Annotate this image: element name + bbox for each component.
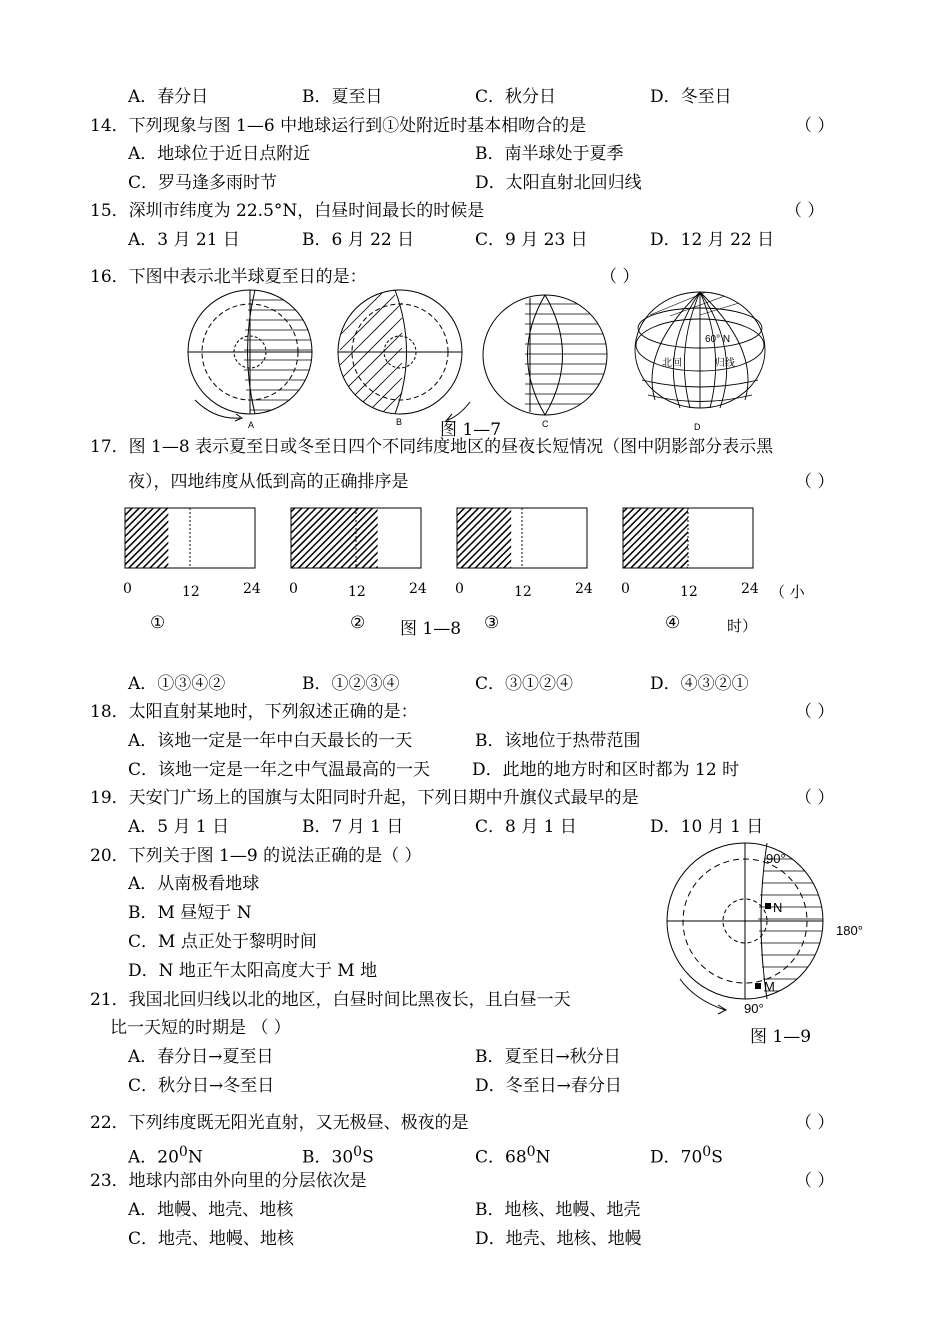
q22-c-num: 68: [505, 1147, 527, 1168]
q17-stem-line2: 夜），四地纬度从低到高的正确排序是: [128, 472, 409, 492]
q17-option-c[interactable]: C．③①②④: [475, 674, 574, 694]
q18-option-a[interactable]: A．该地一定是一年中白天最长的一天: [128, 731, 413, 751]
q22-c-letter: C．: [475, 1147, 506, 1168]
q15-option-b[interactable]: B．6 月 22 日: [302, 230, 415, 250]
figure-1-9: [660, 845, 890, 1020]
q23-option-d[interactable]: D．地壳、地核、地幔: [475, 1229, 642, 1249]
bar-4-tick-12: 12: [680, 584, 698, 600]
night-segment-3: [457, 508, 511, 568]
q18-option-c[interactable]: C．该地一定是一年之中气温最高的一天: [128, 760, 431, 780]
fig9-m-label: M: [764, 979, 775, 994]
fig9-top-label: 90°: [766, 851, 786, 866]
bar-label-1: ①: [150, 613, 166, 633]
q14-option-a[interactable]: A．地球位于近日点附近: [128, 144, 311, 164]
q20-stem: 20．下列关于图 1—9 的说法正确的是（ ）: [90, 846, 422, 866]
q14-option-b[interactable]: B．南半球处于夏季: [475, 144, 624, 164]
q15-option-d[interactable]: D．12 月 22 日: [650, 230, 775, 250]
bar-1-tick-24: 24: [243, 581, 261, 597]
q22-b-sup: 0: [353, 1144, 363, 1160]
q16-stem: 16．下图中表示北半球夏至日的是：: [90, 267, 367, 287]
figure-1-7: [180, 290, 780, 440]
q22-d-hem: S: [711, 1147, 723, 1168]
q22-d-letter: D．: [650, 1147, 681, 1168]
q15-stem: 15．深圳市纬度为 22.5°N，白昼时间最长的时候是: [90, 201, 485, 221]
globe-d-tropic-left: 北回: [662, 358, 682, 369]
night-segment-2: [291, 508, 378, 568]
q23-option-b[interactable]: B．地核、地幔、地壳: [475, 1200, 641, 1220]
globe-label-d: D: [694, 422, 701, 432]
q14-option-c[interactable]: C．罗马逢多雨时节: [128, 173, 278, 193]
q20-option-d[interactable]: D．N 地正午太阳高度大于 M 地: [128, 961, 378, 981]
fig9-bottom-label: 90°: [744, 1001, 764, 1016]
q15-answer-blank[interactable]: （ ）: [785, 201, 825, 221]
night-segment-1: [125, 508, 168, 568]
globe-label-a: A: [248, 420, 255, 430]
q23-answer-blank[interactable]: （ ）: [795, 1171, 835, 1191]
bar-3-tick-24: 24: [575, 581, 593, 597]
q17-answer-blank[interactable]: （ ）: [795, 472, 835, 492]
q21-option-d[interactable]: D．冬至日→春分日: [475, 1076, 622, 1096]
q20-option-c[interactable]: C．M 点正处于黎明时间: [128, 932, 317, 952]
q13-option-b[interactable]: B．夏至日: [302, 87, 383, 107]
bar-2-tick-0: 0: [289, 581, 298, 597]
q21-stem-line2: 比一天短的时期是 （ ）: [110, 1018, 291, 1038]
night-segment-4: [623, 508, 688, 568]
q18-stem: 18．太阳直射某地时，下列叙述正确的是：: [90, 702, 418, 722]
q22-d-num: 70: [680, 1147, 703, 1168]
q15-option-c[interactable]: C．9 月 23 日: [475, 230, 588, 250]
figure-1-9-caption: 图 1—9: [750, 1027, 812, 1047]
q17-option-a[interactable]: A．①③④②: [128, 674, 226, 694]
q14-stem: 14．下列现象与图 1—6 中地球运行到①处附近时基本相吻合的是: [90, 116, 587, 136]
globe-label-b: B: [396, 417, 403, 427]
q22-b-hem: S: [362, 1147, 374, 1168]
q19-option-a[interactable]: A．5 月 1 日: [128, 817, 230, 837]
q22-option-a[interactable]: [128, 1141, 203, 1169]
q16-answer-blank[interactable]: （ ）: [600, 267, 640, 287]
q22-c-sup: 0: [526, 1144, 536, 1160]
q13-option-d[interactable]: D．冬至日: [650, 87, 732, 107]
fig9-right-label: 180°: [836, 923, 863, 938]
bar-label-4: ④: [665, 613, 681, 633]
q22-b-num: 30: [331, 1147, 354, 1168]
q21-option-c[interactable]: C．秋分日→冬至日: [128, 1076, 275, 1096]
bar-3-tick-0: 0: [455, 581, 464, 597]
q22-answer-blank[interactable]: （ ）: [795, 1113, 835, 1133]
hour-unit-1: （ 小: [770, 583, 805, 601]
q19-option-d[interactable]: D．10 月 1 日: [650, 817, 764, 837]
figure-1-7-caption: 图 1—7: [440, 420, 502, 440]
q20-option-a[interactable]: A．从南极看地球: [128, 874, 260, 894]
q22-a-letter: A．: [128, 1147, 158, 1168]
q22-stem: 22．下列纬度既无阳光直射，又无极昼、极夜的是: [90, 1113, 469, 1133]
q23-stem: 23．地球内部由外向里的分层依次是: [90, 1171, 367, 1191]
q19-stem: 19．天安门广场上的国旗与太阳同时升起，下列日期中升旗仪式最早的是: [90, 788, 639, 808]
q21-option-b[interactable]: B．夏至日→秋分日: [475, 1047, 621, 1067]
q23-option-c[interactable]: C．地壳、地幔、地核: [128, 1229, 295, 1249]
q14-option-d[interactable]: D．太阳直射北回归线: [475, 173, 642, 193]
q18-option-d[interactable]: D．此地的地方时和区时都为 12 时: [472, 760, 740, 780]
q17-option-b[interactable]: B．①②③④: [302, 674, 400, 694]
q22-b-letter: B．: [302, 1147, 332, 1168]
q18-answer-blank[interactable]: （ ）: [795, 702, 835, 722]
globe-d[interactable]: [635, 270, 765, 408]
q19-answer-blank[interactable]: （ ）: [795, 788, 835, 808]
bar-4-tick-0: 0: [621, 581, 630, 597]
q17-stem-line1: 17．图 1—8 表示夏至日或冬至日四个不同纬度地区的昼夜长短情况（图中阴影部分表示黑: [90, 437, 774, 457]
q22-d-sup: 0: [702, 1144, 712, 1160]
q13-option-a[interactable]: A．春分日: [128, 87, 209, 107]
globe-b[interactable]: [338, 285, 462, 415]
globe-c[interactable]: [483, 295, 610, 415]
q22-option-b[interactable]: [302, 1141, 374, 1169]
bar-2-tick-24: 24: [409, 581, 427, 597]
q21-stem-line1: 21．我国北回归线以北的地区，白昼时间比黑夜长，且白昼一天: [90, 990, 571, 1010]
q22-option-d[interactable]: [650, 1141, 723, 1169]
fig9-n-label: N: [773, 900, 783, 915]
figure-1-8: [120, 505, 760, 575]
hour-unit-2: 时）: [727, 617, 758, 635]
q22-c-hem: N: [535, 1147, 551, 1168]
q15-option-a[interactable]: A．3 月 21 日: [128, 230, 240, 250]
q22-a-sup: 0: [178, 1144, 188, 1160]
q14-answer-blank[interactable]: （ ）: [795, 116, 835, 136]
globe-label-c: C: [542, 419, 549, 429]
q17-option-d[interactable]: D．④③②①: [650, 674, 749, 694]
bar-1-tick-12: 12: [182, 584, 200, 600]
q18-option-b[interactable]: B．该地位于热带范围: [475, 731, 641, 751]
bar-2-tick-12: 12: [348, 584, 366, 600]
q22-a-hem: N: [187, 1147, 203, 1168]
figure-1-8-caption: 图 1—8: [400, 619, 462, 639]
q22-option-c[interactable]: [475, 1141, 550, 1169]
q23-option-a[interactable]: A．地幔、地壳、地核: [128, 1200, 294, 1220]
bar-1-tick-0: 0: [123, 581, 132, 597]
bar-3-tick-12: 12: [514, 584, 532, 600]
bar-label-3: ③: [484, 613, 500, 633]
q13-option-c[interactable]: C．秋分日: [475, 87, 557, 107]
q19-option-c[interactable]: C．8 月 1 日: [475, 817, 577, 837]
q21-option-a[interactable]: A．春分日→夏至日: [128, 1047, 274, 1067]
globe-d-lat-label: 60° N: [705, 334, 731, 345]
bar-label-2: ②: [350, 613, 366, 633]
q22-a-num: 20: [157, 1147, 179, 1168]
globe-a[interactable]: [188, 290, 320, 421]
q19-option-b[interactable]: B．7 月 1 日: [302, 817, 404, 837]
q20-option-b[interactable]: B．M 昼短于 N: [128, 903, 252, 923]
point-m-marker: [755, 983, 761, 989]
bar-4-tick-24: 24: [741, 581, 759, 597]
point-n-marker: [765, 903, 771, 909]
globe-d-tropic-right: 归线: [715, 358, 735, 369]
